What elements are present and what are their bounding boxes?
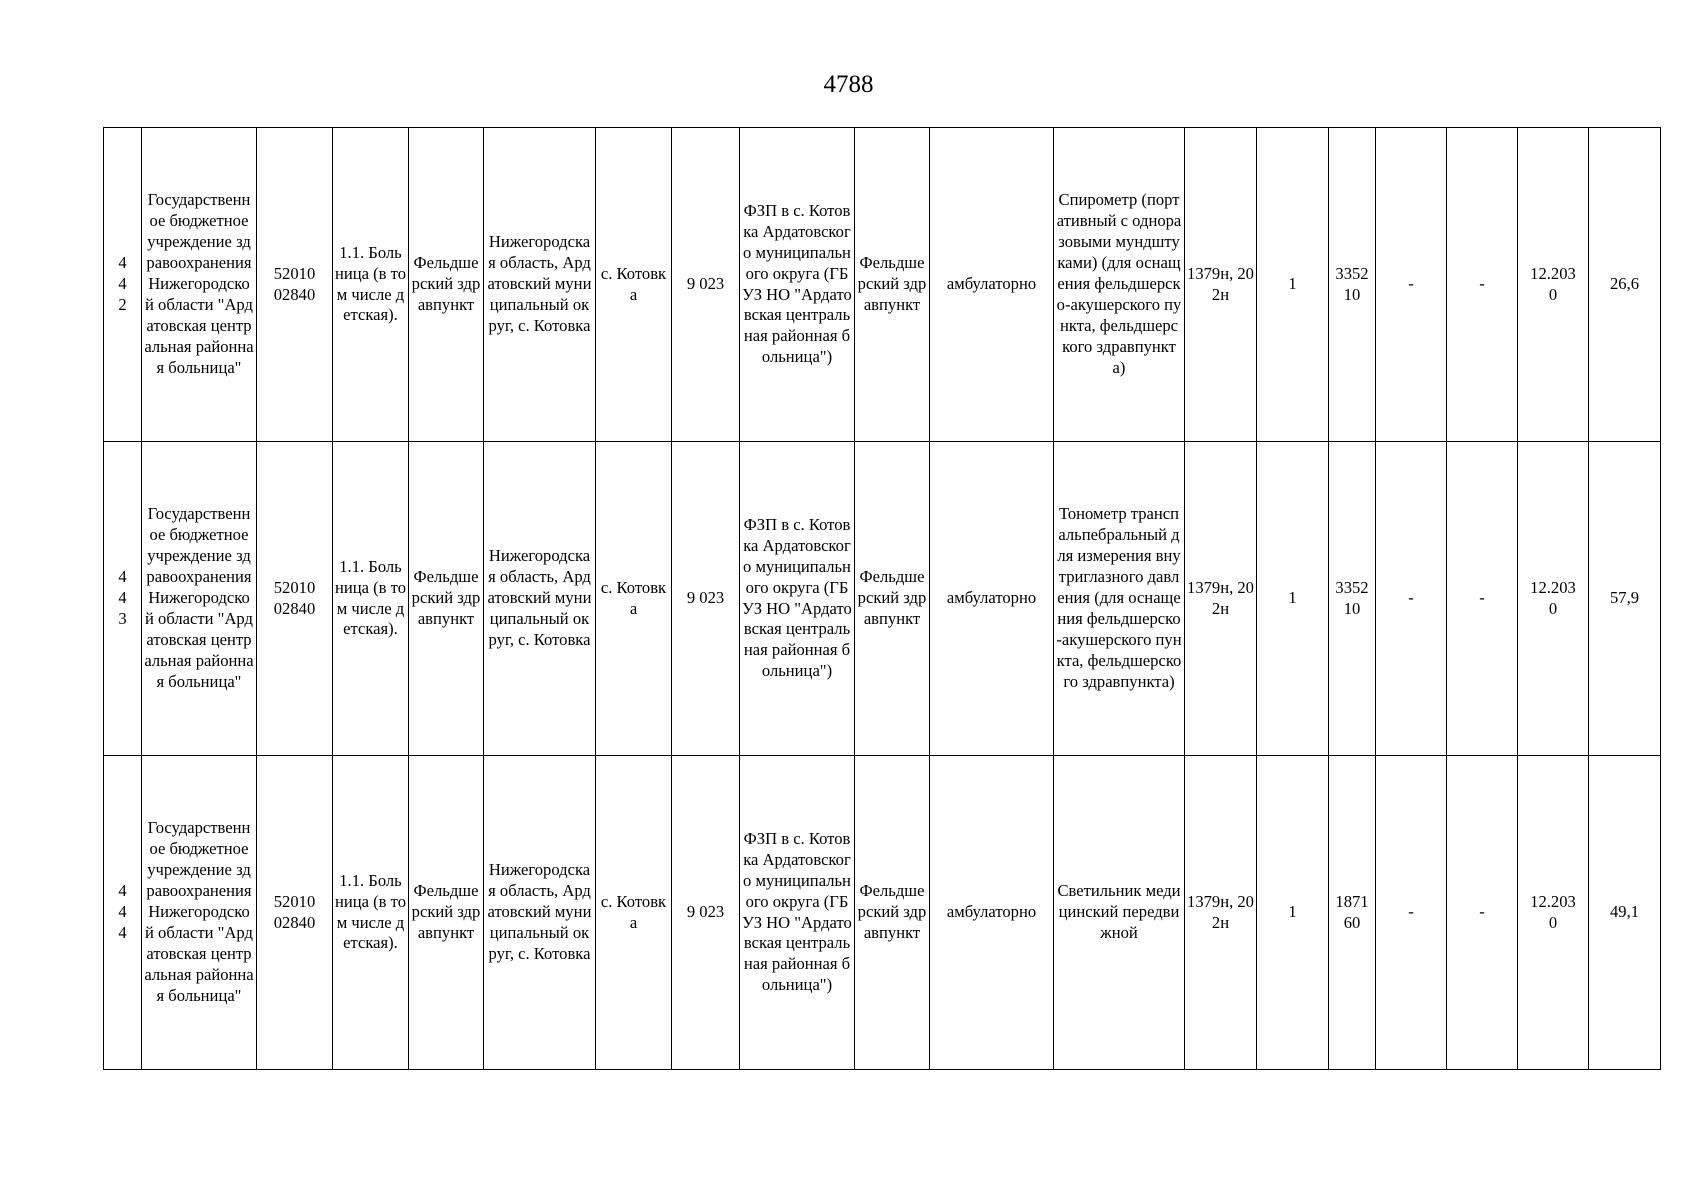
nkmi-code-cell: 335210 [1329, 442, 1376, 756]
unit-name-cell: ФЗП в с. Котовка Ардатовского муниципального округа (ГБУЗ НО "Ардатовская центральная районная больница") [740, 128, 855, 442]
locality-cell: с. Котовка [596, 756, 672, 1070]
deadline-cell: 12.2030 [1518, 442, 1589, 756]
dash-cell: - [1447, 756, 1518, 1070]
quantity-cell: 1 [1257, 128, 1329, 442]
org-code-cell: 5201002840 [257, 442, 333, 756]
equipment-cell: Светильник медицинский передвижной [1054, 756, 1185, 1070]
dash-cell: - [1447, 128, 1518, 442]
quantity-cell: 1 [1257, 442, 1329, 756]
equipment-registry-table [103, 127, 1661, 1070]
population-cell: 9 023 [672, 128, 740, 442]
care-form-cell: амбулаторно [930, 128, 1054, 442]
unit-type-cell: Фельдшерский здравпункт [855, 128, 930, 442]
table-row [104, 442, 1661, 756]
unit-type-cell: Фельдшерский здравпункт [855, 756, 930, 1070]
unit-name-cell: ФЗП в с. Котовка Ардатовского муниципального округа (ГБУЗ НО "Ардатовская центральная районная больница") [740, 442, 855, 756]
page-number: 4788 [823, 71, 874, 98]
row-number-cell: 442 [104, 128, 142, 442]
organization-cell: Государственное бюджетное учреждение здравоохранения Нижегородской области "Ардатовская центральная районная больница" [142, 442, 257, 756]
nkmi-code-cell: 187160 [1329, 756, 1376, 1070]
organization-cell: Государственное бюджетное учреждение здравоохранения Нижегородской области "Ардатовская центральная районная больница" [142, 128, 257, 442]
order-cell: 1379н, 202н [1185, 756, 1257, 1070]
order-cell: 1379н, 202н [1185, 442, 1257, 756]
row-number-cell: 444 [104, 756, 142, 1070]
unit-kind-cell: Фельдшерский здравпункт [409, 442, 484, 756]
care-form-cell: амбулаторно [930, 756, 1054, 1070]
nkmi-code-cell: 335210 [1329, 128, 1376, 442]
unit-type-cell: Фельдшерский здравпункт [855, 442, 930, 756]
locality-cell: с. Котовка [596, 442, 672, 756]
address-cell: Нижегородская область, Ардатовский муниципальный округ, с. Котовка [484, 128, 596, 442]
dash-cell: - [1376, 756, 1447, 1070]
org-code-cell: 5201002840 [257, 128, 333, 442]
unit-name-cell: ФЗП в с. Котовка Ардатовского муниципального округа (ГБУЗ НО "Ардатовская центральная районная больница") [740, 756, 855, 1070]
price-cell: 26,6 [1589, 128, 1661, 442]
organization-cell: Государственное бюджетное учреждение здравоохранения Нижегородской области "Ардатовская центральная районная больница" [142, 756, 257, 1070]
facility-type-cell: 1.1. Больница (в том числе детская). [333, 128, 409, 442]
care-form-cell: амбулаторно [930, 442, 1054, 756]
population-cell: 9 023 [672, 756, 740, 1070]
facility-type-cell: 1.1. Больница (в том числе детская). [333, 442, 409, 756]
dash-cell: - [1376, 442, 1447, 756]
unit-kind-cell: Фельдшерский здравпункт [409, 128, 484, 442]
dash-cell: - [1447, 442, 1518, 756]
quantity-cell: 1 [1257, 756, 1329, 1070]
deadline-cell: 12.2030 [1518, 128, 1589, 442]
population-cell: 9 023 [672, 442, 740, 756]
facility-type-cell: 1.1. Больница (в том числе детская). [333, 756, 409, 1070]
unit-kind-cell: Фельдшерский здравпункт [409, 756, 484, 1070]
price-cell: 49,1 [1589, 756, 1661, 1070]
price-cell: 57,9 [1589, 442, 1661, 756]
address-cell: Нижегородская область, Ардатовский муниципальный округ, с. Котовка [484, 442, 596, 756]
locality-cell: с. Котовка [596, 128, 672, 442]
dash-cell: - [1376, 128, 1447, 442]
deadline-cell: 12.2030 [1518, 756, 1589, 1070]
org-code-cell: 5201002840 [257, 756, 333, 1070]
table-row [104, 128, 1661, 442]
table-row [104, 756, 1661, 1070]
address-cell: Нижегородская область, Ардатовский муниципальный округ, с. Котовка [484, 756, 596, 1070]
equipment-cell: Тонометр транспальпебральный для измерения внутриглазного давления (для оснащения фельдшерско-акушерского пункта, фельдшерского здравпункта) [1054, 442, 1185, 756]
equipment-cell: Спирометр (портативный с одноразовыми мундштуками) (для оснащения фельдшерско-акушерского пункта, фельдшерского здравпункта) [1054, 128, 1185, 442]
row-number-cell: 443 [104, 442, 142, 756]
order-cell: 1379н, 202н [1185, 128, 1257, 442]
